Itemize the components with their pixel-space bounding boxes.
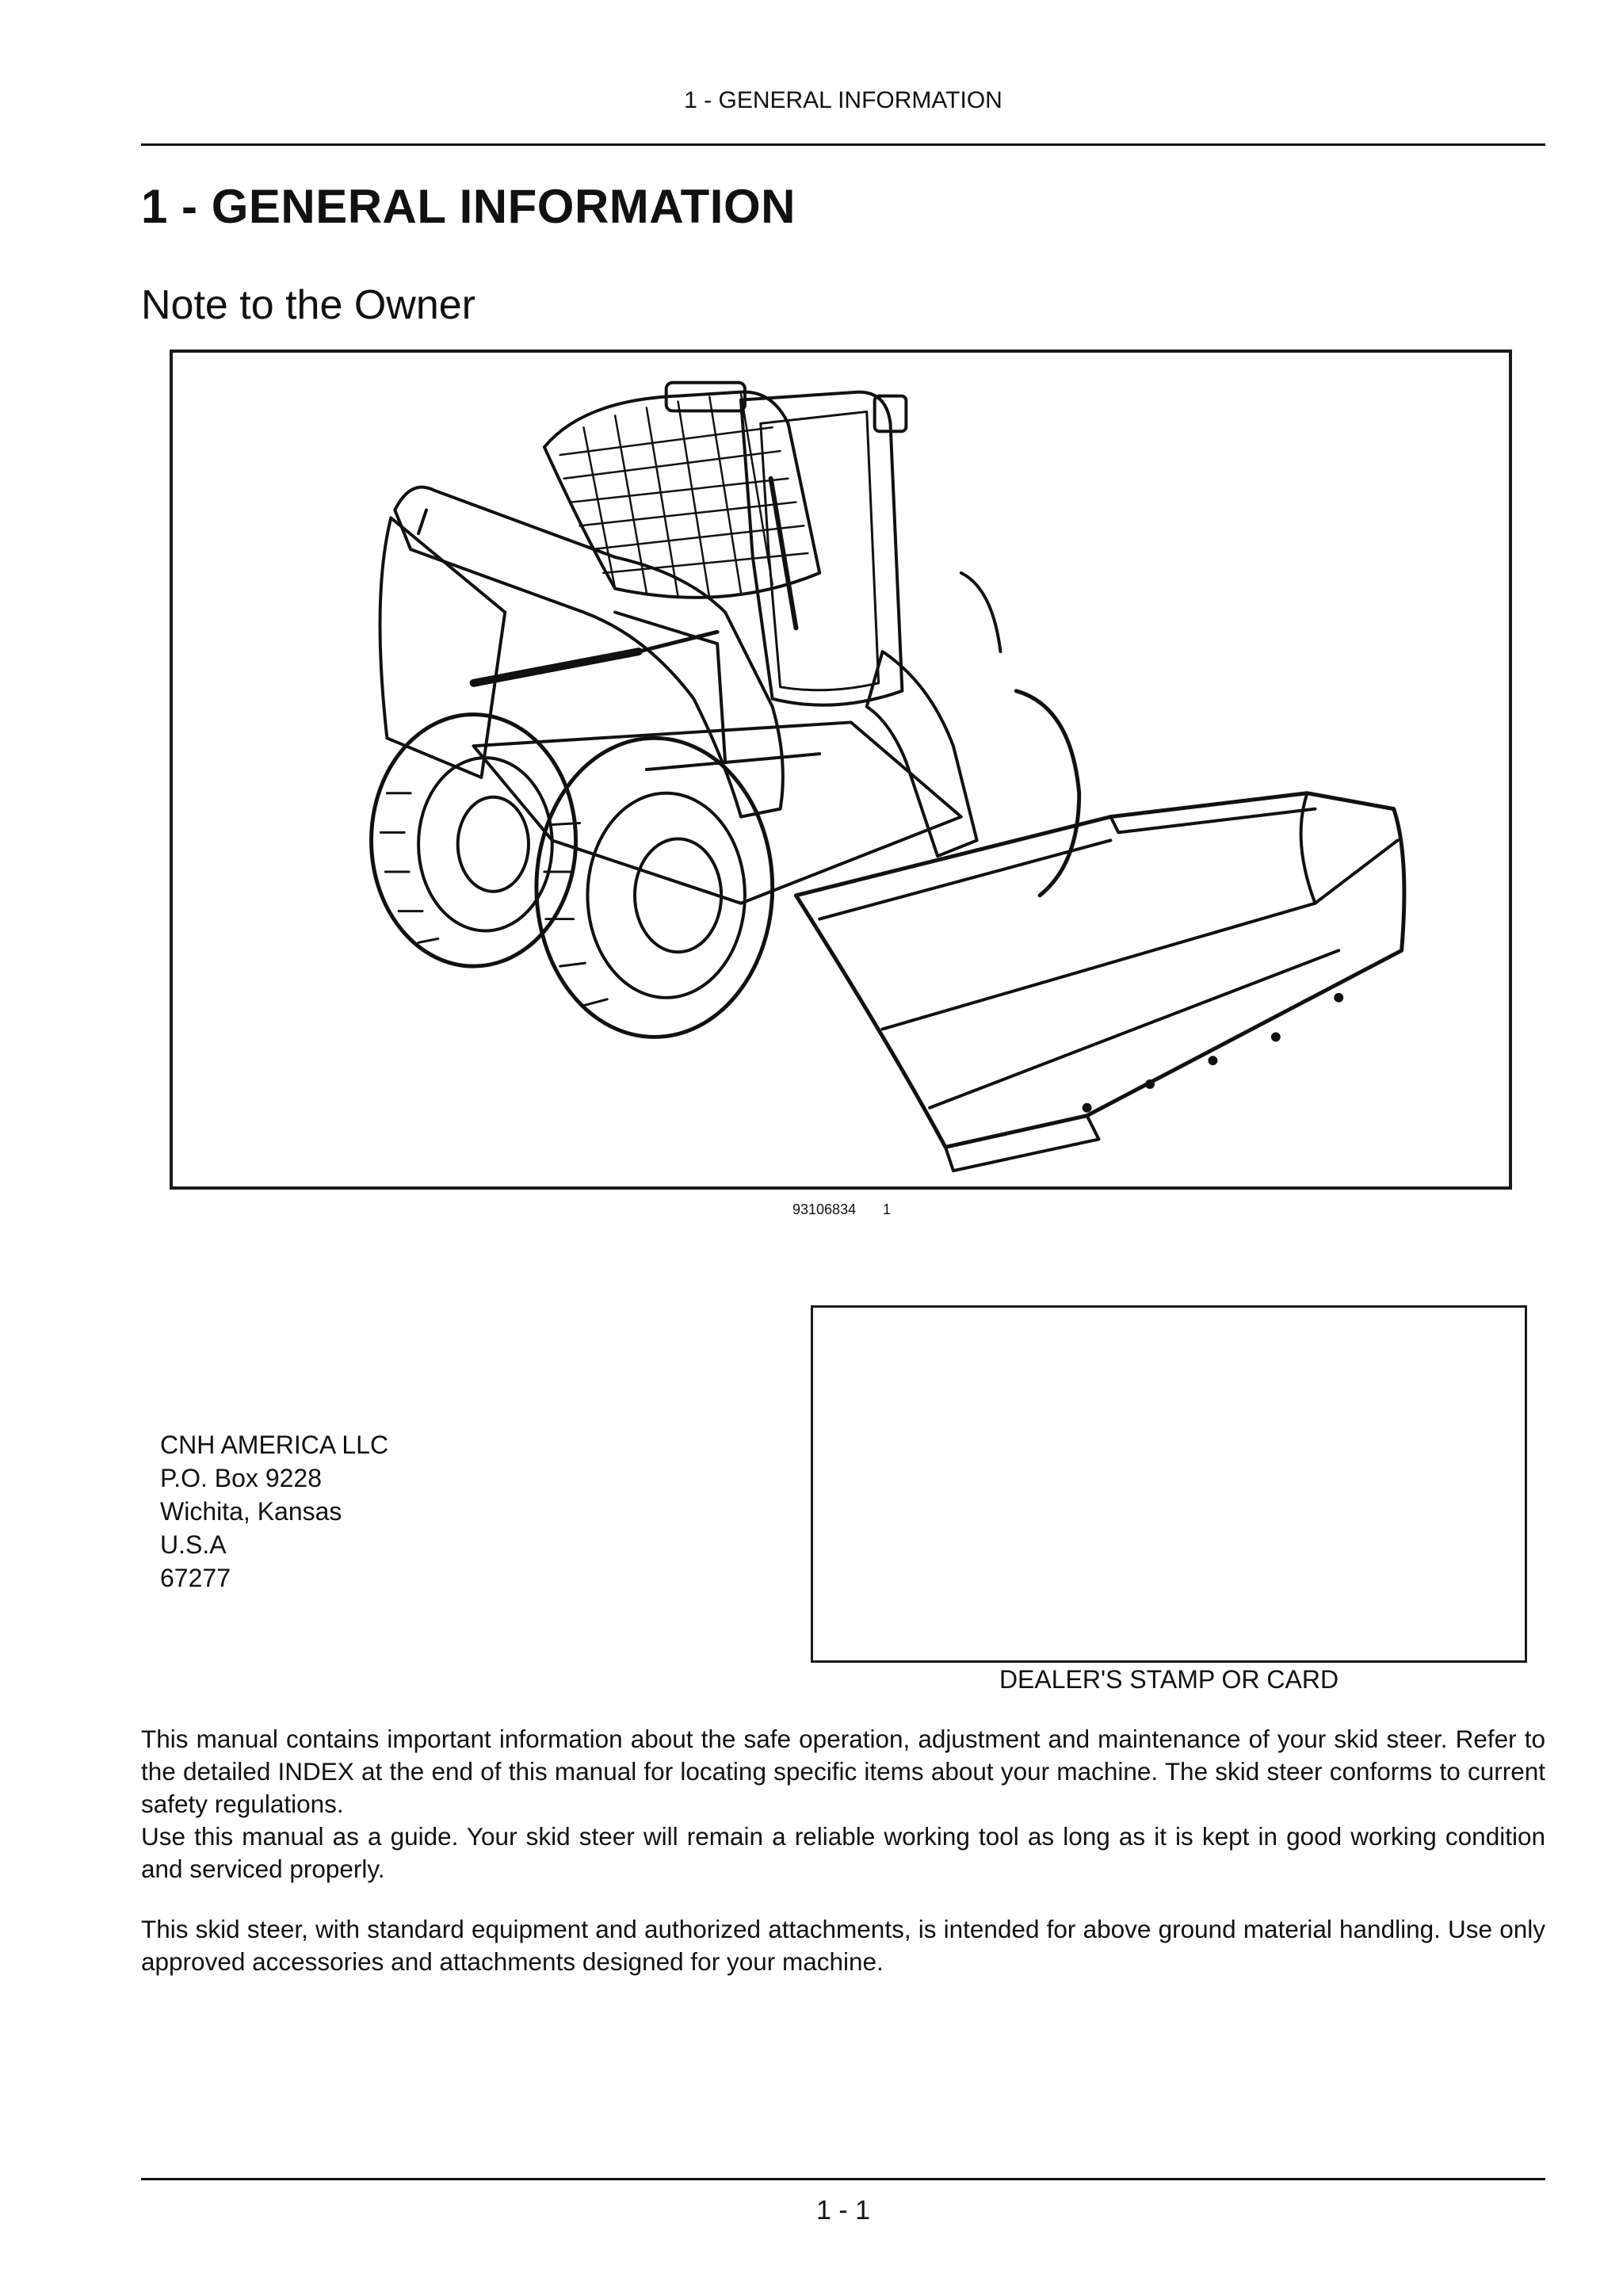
address-line: P.O. Box 9228 (160, 1464, 322, 1492)
chapter-title: 1 - GENERAL INFORMATION (141, 180, 796, 233)
address-line: CNH AMERICA LLC (160, 1431, 389, 1459)
section-title: Note to the Owner (141, 282, 475, 328)
address-line: Wichita, Kansas (160, 1497, 342, 1526)
body-paragraph: This skid steer, with standard equipment and authorized attachments, is intended for above ground material handling. Use only approved accessories and attachments designed for your machine. (141, 1915, 1545, 1976)
page-number: 1 - 1 (815, 2195, 871, 2225)
footer-rule (141, 2178, 1545, 2180)
address-line: U.S.A (160, 1530, 227, 1559)
address-block (160, 1428, 388, 1595)
dealer-stamp-box (811, 1305, 1527, 1663)
body-paragraph: Use this manual as a guide. Your skid steer will remain a reliable working tool as long as it is kept in good working condition and serviced properly. (141, 1822, 1545, 1883)
figure-code: 93106834 (792, 1201, 857, 1217)
figure-frame (170, 350, 1512, 1190)
body-text-block (141, 1723, 1545, 1885)
body-text-block (141, 1913, 1545, 1978)
body-paragraph: This manual contains important information about the safe operation, adjustment and maintenance of your skid steer. Refer to the detailed INDEX at the end of this manual for locating specific items about your machine. The skid steer conforms to current safety regulations. (141, 1725, 1545, 1818)
skid-steer-illustration (173, 353, 1509, 1186)
figure-number: 1 (883, 1201, 892, 1217)
dealer-stamp-label: DEALER'S STAMP OR CARD (999, 1665, 1339, 1694)
running-header: 1 - GENERAL INFORMATION (684, 87, 1002, 113)
address-line: 67277 (160, 1564, 231, 1592)
header-rule (141, 143, 1545, 146)
